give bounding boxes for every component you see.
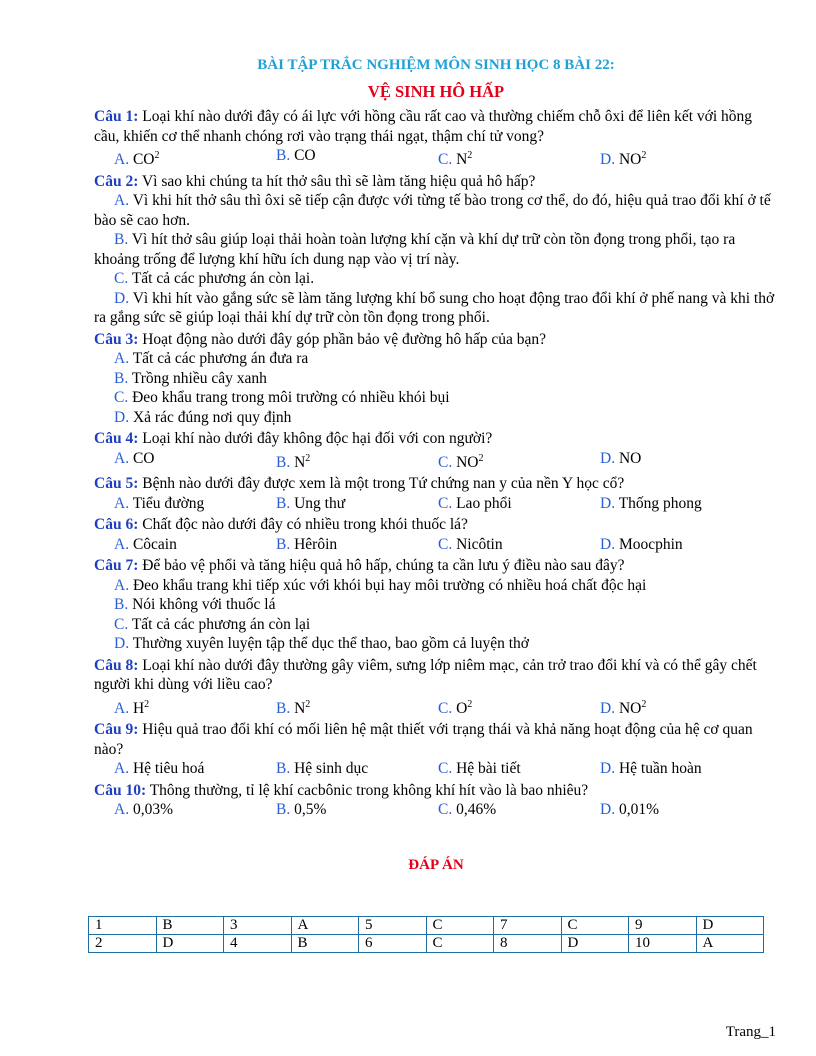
option-label: C.: [114, 389, 129, 407]
question-block: [94, 556, 778, 654]
option: [94, 388, 778, 408]
answer-question-number: 2: [89, 935, 157, 953]
option-text: Đeo khẩu trang trong môi trường có nhiều khói bụi: [132, 389, 450, 407]
option: [276, 800, 438, 820]
option-text: Hệ bài tiết: [456, 760, 521, 778]
question-label: Câu 10:: [94, 781, 147, 799]
question-text: [94, 656, 778, 695]
question-body: Loại khí nào dưới đây không độc hại đối với con người?: [142, 430, 493, 448]
answer-choice: B: [291, 935, 359, 953]
option: [94, 408, 778, 428]
answer-question-number: 5: [359, 917, 427, 935]
option-label: B.: [276, 453, 291, 471]
option-text: CO: [132, 151, 155, 169]
answer-question-number: 3: [224, 917, 292, 935]
option: [94, 191, 778, 230]
option-text: Tiểu đường: [132, 494, 205, 512]
option-text: Vì khi hít vào gắng sức sẽ làm tăng lượng khí bổ sung cho hoạt động trao đổi khí ở phế nang và khi thở ra gắng sức sẽ giúp loại thải khí dự trữ còn tồn đọng trong phổi.: [94, 289, 775, 327]
option: [600, 800, 762, 820]
option: [438, 695, 600, 719]
question-body: Hiệu quả trao đổi khí có mối liên hệ mật thiết với trạng thái và khả năng hoạt động của hệ cơ quan nào?: [94, 721, 753, 758]
option-text: Trồng nhiều cây xanh: [131, 369, 267, 387]
answer-question-number: 8: [494, 935, 562, 953]
option-label: D.: [114, 289, 130, 307]
option-text: NO: [456, 453, 479, 471]
options-row: [94, 800, 778, 820]
question-label: Câu 9:: [94, 721, 139, 739]
option-text: Vì hít thở sâu giúp loại thải hoàn toàn lượng khí cặn và khí dự trữ còn tồn đọng trong phổi, tạo ra khoảng trống để lượng khí hữu ích dung nạp vào vị trí này.: [94, 231, 736, 268]
option-label: B.: [114, 231, 129, 249]
option-label: C.: [438, 453, 453, 471]
option-label: A.: [114, 494, 130, 512]
option: [438, 800, 600, 820]
question-block: [94, 429, 778, 472]
options-row: [94, 535, 778, 555]
option-label: B.: [114, 369, 129, 387]
option-label: C.: [114, 270, 129, 288]
option: [276, 449, 438, 473]
option-label: D.: [600, 449, 616, 467]
option: [276, 695, 438, 719]
option-label: C.: [114, 615, 129, 633]
question-block: [94, 781, 778, 820]
answer-question-number: 7: [494, 917, 562, 935]
option: [94, 369, 778, 389]
question-label: Câu 1:: [94, 108, 139, 125]
question-text: [94, 474, 778, 494]
option-label: D.: [600, 151, 616, 169]
answer-choice: A: [291, 917, 359, 935]
question-text: [94, 330, 778, 350]
option-label: C.: [438, 535, 453, 553]
option-text: CO: [132, 449, 155, 467]
option-text: Nói không với thuốc lá: [132, 596, 276, 614]
option-label: B.: [276, 494, 291, 512]
option: [276, 535, 438, 555]
answer-question-number: 4: [224, 935, 292, 953]
option: [276, 494, 438, 514]
option: [600, 535, 762, 555]
option-text: Nicôtin: [456, 535, 503, 553]
options-row: [94, 759, 778, 779]
question-text: [94, 556, 778, 576]
option: [114, 535, 276, 555]
question-block: [94, 172, 778, 328]
option: [600, 449, 762, 473]
option: [600, 146, 762, 170]
option-text: 0,03%: [132, 801, 173, 819]
question-label: Câu 7:: [94, 557, 139, 575]
option-text: H: [132, 699, 145, 717]
question-block: [94, 656, 778, 719]
option-text: 0,5%: [294, 801, 327, 819]
question-block: [94, 474, 778, 513]
question-block: [94, 330, 778, 428]
option-label: D.: [600, 760, 616, 778]
option-label: A.: [114, 801, 130, 819]
option: [94, 634, 778, 654]
option-text: Hệ tuần hoàn: [618, 760, 702, 778]
option: [94, 269, 778, 289]
option-text: NO: [618, 151, 642, 169]
option: [94, 576, 778, 596]
option-text: O: [456, 699, 468, 717]
option: [94, 230, 778, 269]
option-label: C.: [438, 801, 453, 819]
option-label: B.: [276, 147, 291, 164]
option-label: B.: [276, 699, 291, 717]
option: [114, 449, 276, 473]
question-body: Hoạt động nào dưới đây góp phần bảo vệ đường hô hấp của bạn?: [142, 330, 547, 348]
question-text: [94, 781, 778, 801]
question-text: [94, 172, 778, 192]
option: [114, 146, 276, 170]
option-label: B.: [276, 760, 291, 778]
options-row: [94, 494, 778, 514]
question-label: Câu 5:: [94, 475, 139, 493]
option: [438, 535, 600, 555]
document-page: [94, 56, 778, 875]
option-text: 0,01%: [618, 801, 659, 819]
option-text: Lao phổi: [456, 494, 512, 512]
page-number: Trang_1: [725, 1024, 776, 1040]
question-text: [94, 107, 778, 146]
question-block: [94, 107, 778, 170]
question-text: [94, 429, 778, 449]
option-superscript: 2: [467, 150, 473, 161]
option: [276, 146, 438, 170]
option-label: D.: [600, 699, 616, 717]
question-label: Câu 8:: [94, 656, 139, 674]
option-label: A.: [114, 192, 130, 210]
option: [438, 759, 600, 779]
option-text: N: [294, 453, 306, 471]
answer-choice: B: [156, 917, 224, 935]
option-text: Moocphin: [618, 535, 683, 553]
option-label: A.: [114, 535, 130, 553]
document-subtitle: VỆ SINH HÔ HẤP: [367, 81, 505, 101]
option-text: N: [456, 151, 468, 169]
option-superscript: 2: [478, 452, 484, 464]
question-body: Chất độc nào dưới đây có nhiều trong khói thuốc lá?: [142, 516, 468, 534]
options-row: [94, 695, 778, 719]
option-label: A.: [114, 350, 130, 368]
option: [94, 615, 778, 635]
option: [600, 494, 762, 514]
answer-question-number: 9: [629, 917, 697, 935]
option-superscript: 2: [305, 452, 311, 464]
question-label: Câu 2:: [94, 172, 139, 190]
option-superscript: 2: [154, 150, 160, 161]
answer-row: [89, 935, 764, 953]
option: [114, 494, 276, 514]
document-title: BÀI TẬP TRẮC NGHIỆM MÔN SINH HỌC 8 BÀI 22:: [257, 57, 615, 73]
option: [94, 289, 778, 328]
option-label: C.: [438, 151, 453, 169]
option-superscript: 2: [467, 698, 473, 710]
answer-question-number: 10: [629, 935, 697, 953]
question-body: Loại khí nào dưới đây thường gây viêm, sưng lớp niêm mạc, cản trở trao đổi khí và có thể gây chết người khi dùng với liều cao?: [94, 656, 757, 694]
option-text: Ung thư: [294, 494, 346, 512]
option-label: A.: [114, 151, 130, 169]
option-label: C.: [438, 494, 453, 512]
option: [114, 759, 276, 779]
question-body: Thông thường, tỉ lệ khí cacbônic trong không khí hít vào là bao nhiêu?: [149, 781, 589, 799]
option-text: NO: [618, 449, 642, 467]
option-label: C.: [438, 699, 453, 717]
option: [600, 759, 762, 779]
option-label: A.: [114, 449, 130, 467]
option-text: NO: [618, 699, 642, 717]
answer-choice: D: [561, 935, 629, 953]
option-text: N: [294, 699, 306, 717]
answer-choice: C: [426, 935, 494, 953]
option: [276, 759, 438, 779]
option-label: D.: [114, 408, 130, 426]
option-text: Hệ sinh dục: [294, 760, 369, 778]
option-text: Thường xuyên luyện tập thể dục thể thao, bao gồm cả luyện thở: [132, 635, 529, 653]
question-body: Vì sao khi chúng ta hít thở sâu thì sẽ làm tăng hiệu quả hô hấp?: [141, 172, 536, 190]
answer-question-number: 1: [89, 917, 157, 935]
answer-question-number: 6: [359, 935, 427, 953]
answer-choice: D: [696, 917, 764, 935]
answer-title: ĐÁP ÁN: [408, 856, 464, 873]
option-text: Xả rác đúng nơi quy định: [132, 408, 292, 426]
options-row: [94, 146, 778, 170]
option: [114, 695, 276, 719]
question-label: Câu 6:: [94, 516, 139, 534]
option-label: B.: [276, 801, 291, 819]
option: [438, 494, 600, 514]
question-text: [94, 720, 778, 759]
question-label: Câu 4:: [94, 430, 139, 448]
option: [438, 449, 600, 473]
option-label: A.: [114, 576, 130, 594]
answer-choice: D: [156, 935, 224, 953]
answer-choice: C: [426, 917, 494, 935]
option-label: D.: [600, 494, 616, 512]
option-text: Tất cả các phương án đưa ra: [132, 350, 309, 368]
answer-choice: A: [696, 935, 764, 953]
question-text: [94, 515, 778, 535]
option-label: D.: [600, 535, 616, 553]
answer-table: [88, 916, 764, 953]
option-text: Côcain: [132, 535, 177, 553]
option-text: Hệ tiêu hoá: [132, 760, 205, 778]
option-text: Hêrôin: [294, 535, 338, 553]
option-text: Tất cả các phương án còn lại.: [131, 270, 315, 288]
question-block: [94, 720, 778, 779]
question-body: Loại khí nào dưới đây có ái lực với hồng cầu rất cao và thường chiếm chỗ ôxi để liên kết với hồng cầu, khiến cơ thể nhanh chóng rơi vào trạng thái ngạt, thậm chí tử vong?: [94, 108, 753, 145]
option-label: C.: [438, 760, 453, 778]
option: [600, 695, 762, 719]
option: [94, 595, 778, 615]
option: [438, 146, 600, 170]
option: [114, 800, 276, 820]
option-label: D.: [114, 635, 130, 653]
option-label: D.: [600, 801, 616, 819]
question-body: Bệnh nào dưới đây được xem là một trong Tứ chứng nan y của nền Y học cổ?: [142, 475, 625, 493]
question-label: Câu 3:: [94, 330, 139, 348]
option-label: A.: [114, 760, 130, 778]
answer-choice: C: [561, 917, 629, 935]
option-text: 0,46%: [456, 801, 497, 819]
option: [94, 349, 778, 369]
option-text: Đeo khẩu trang khi tiếp xúc với khói bụi hay môi trường có nhiều hoá chất độc hại: [132, 576, 647, 594]
option-text: Tất cả các phương án còn lại: [131, 615, 311, 633]
option-label: A.: [114, 699, 130, 717]
option-superscript: 2: [305, 698, 311, 710]
option-text: CO: [294, 147, 316, 164]
option-superscript: 2: [641, 150, 647, 161]
option-text: Vì khi hít thở sâu thì ôxi sẽ tiếp cận được với từng tế bào trong cơ thể, do đó, hiệu quả trao đổi khí ở tế bào sẽ cao hơn.: [94, 192, 771, 229]
question-block: [94, 515, 778, 554]
option-text: Thống phong: [618, 494, 702, 512]
option-label: B.: [114, 596, 129, 614]
option-superscript: 2: [144, 698, 150, 710]
question-body: Để bảo vệ phổi và tăng hiệu quả hô hấp, chúng ta cần lưu ý điều nào sau đây?: [142, 557, 625, 575]
answer-row: [89, 917, 764, 935]
option-label: B.: [276, 535, 291, 553]
options-row: [94, 449, 778, 473]
option-superscript: 2: [641, 698, 647, 710]
question-list: [94, 107, 778, 820]
